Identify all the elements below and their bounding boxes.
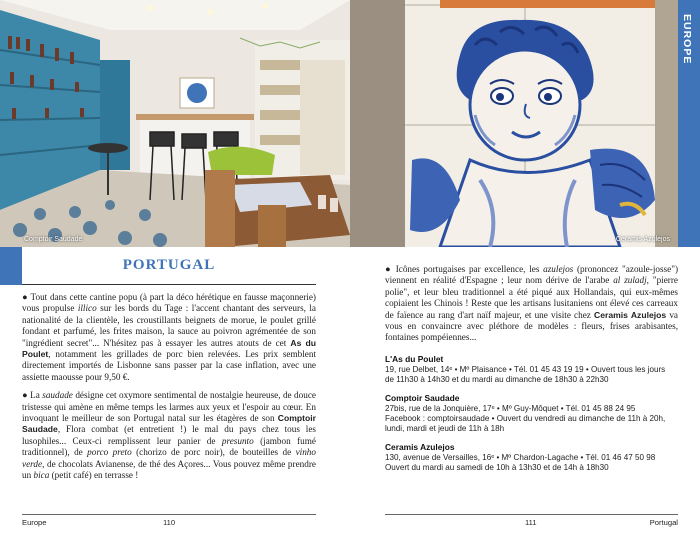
address-line: 130, avenue de Versailles, 16ᵉ • Mº Chardon-Lagache • Tél. 01 46 47 50 98 [385, 452, 656, 462]
side-tab-label: EUROPE [681, 14, 693, 65]
text-run: (petit café) en terrasse ! [49, 470, 139, 481]
text-run: ● Tout dans cette cantine popu (à part la déco hérétique en fausse maçonnerie) vous propulse [22, 292, 316, 314]
text-run: , de chocolats Avianense, de thé des Açores... Vous pouvez même prendre un [22, 458, 316, 481]
paragraph-ceramis-azulejos [385, 264, 678, 344]
address-list [385, 354, 678, 473]
title-accent-block [0, 247, 22, 285]
italic-text: bica [33, 470, 50, 481]
address-block [385, 393, 678, 434]
venue-name: Ceramis Azulejos [594, 309, 667, 320]
text-run: va vous en convaincre avec pléthore de modèles : fleurs, frises arabisantes, fontaines pompéiennes... [385, 309, 678, 343]
italic-text: presunto [221, 435, 254, 446]
section-side-tab [678, 0, 700, 541]
footer-section-left: Europe [22, 518, 47, 527]
address-block [385, 354, 678, 385]
address-block [385, 442, 678, 473]
address-line: 19, rue Delbet, 14ᵉ • Mº Plaisance • Tél. 01 45 43 19 19 • Ouvert tous les jours [385, 364, 666, 374]
address-line: lundi, mardi et jeudi de 11h à 18h [385, 423, 505, 433]
italic-text: illico [77, 303, 97, 314]
address-line: Ouvert du mardi au samedi de 10h à 13h30 et de 14h à 18h30 [385, 462, 609, 472]
text-run: , "pierre polie", et leur bleu traditionnel a été piqué aux Hollandais, qui eux-mêmes copiaient les Chinois ! Reste que les artisans lusitaniens ont élevé ces carreaux de faïence au rang d'art naïf majeur, et une visite chez [385, 275, 679, 320]
address-name: Ceramis Azulejos [385, 441, 455, 452]
shop-interior-photo [0, 0, 350, 247]
text-run: , Flora combat (et entretient !) le mal du pays chez tous les lusophiles... Ceux-ci remplissent leur panier de [22, 424, 316, 446]
italic-text: vinho verde [22, 447, 316, 469]
azulejo-photo [350, 0, 678, 247]
footer-section-right: Portugal [649, 518, 678, 527]
text-run: (chorizo de porc noir), de bouteilles de [131, 447, 296, 458]
photo-credit-right: Ceramis Azulejos [615, 236, 670, 243]
text-run: (jambon fumé traditionnel), de [22, 435, 316, 458]
text-run: sur les bords du Tage : l'accent chantant des serveurs, la nationalité de la clientèle, les croustillants beignets de morue, le poulet grillé fondant et parfumé, les frites maison, la sauce au poivron agrémentée de son "ingrédient secret"... N'hésitez pas à essayer les autres atouts de cet [22, 303, 316, 348]
italic-text: saudade [42, 390, 73, 401]
footer-rule-right [385, 514, 678, 515]
left-column [22, 292, 316, 489]
photo-credit-left: Comptoir Saudade [24, 236, 83, 243]
venue-name: Comptoir Saudade [22, 413, 316, 435]
paragraph-as-du-poulet [22, 292, 316, 383]
text-run: ● Icônes portugaises par excellence, les [385, 264, 544, 274]
address-name: Comptoir Saudade [385, 392, 460, 403]
italic-text: azulejos [543, 264, 574, 274]
page-title: PORTUGAL [122, 257, 216, 273]
side-tab-background [678, 0, 700, 247]
right-column [385, 264, 678, 481]
text-run: , notamment les grillades de porc bien relevées. Les prix semblent directement importés de Lisbonne sans passer par la case inflation, avec une assiette maousse pour 9,50 €. [22, 349, 316, 382]
page-number-right: 111 [525, 518, 537, 527]
address-name: L'As du Poulet [385, 353, 444, 364]
text-run: ● La [22, 390, 43, 401]
paragraph-comptoir-saudade [22, 390, 316, 481]
text-run: (prononcez "azoule-josse") viennent en réalité d'Espagne ; leur nom dérive de l'arabe [385, 264, 678, 286]
italic-text: al zuladj [613, 275, 647, 286]
venue-name: As du Poulet [22, 337, 316, 360]
address-line: Facebook : comptoirsaudade • Ouvert du vendredi au dimanche de 11h à 20h, [385, 413, 666, 423]
page-number-left: 110 [163, 518, 176, 527]
text-run: désigne cet oxymore sentimental de nostalgie heureuse, de douce tristesse qui amène en même temps les larmes aux yeux et l'espoir au cœur. En invoquant le meilleur de son Portugal natal sur les étagères de son [22, 390, 316, 424]
footer-rule-left [22, 514, 316, 515]
address-line: de 11h30 à 14h30 et du mardi au dimanche de 18h30 à 22h30 [385, 374, 609, 384]
italic-text: porco preto [87, 447, 132, 458]
address-line: 27bis, rue de la Jonquière, 17ᵉ • Mº Guy-Môquet • Tél. 01 45 88 24 95 [385, 403, 636, 413]
title-bar [22, 247, 316, 285]
